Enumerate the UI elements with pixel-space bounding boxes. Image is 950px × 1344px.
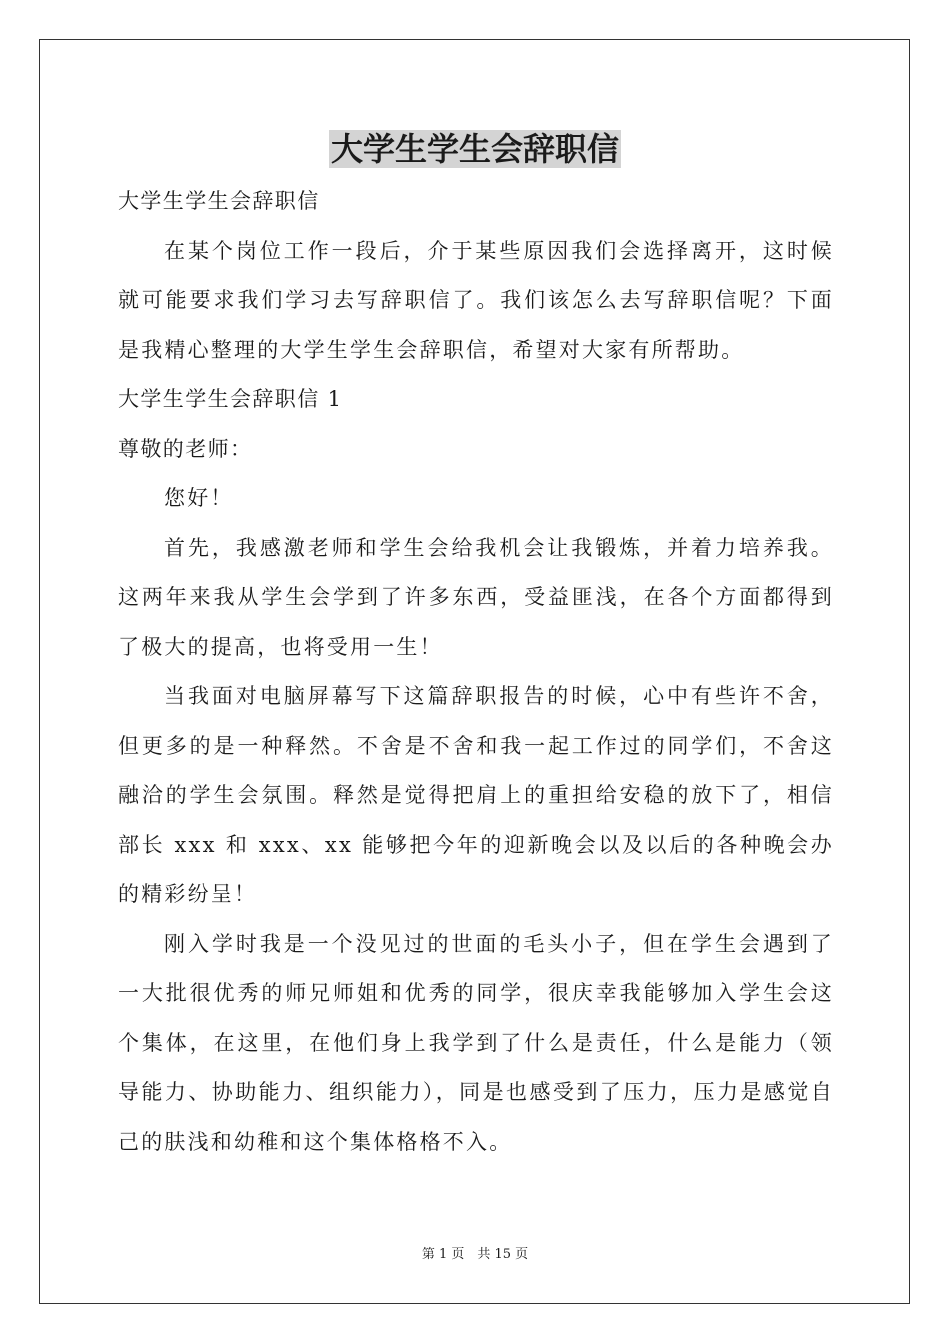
body-paragraph-2: 当我面对电脑屏幕写下这篇辞职报告的时候，心中有些许不舍，但更多的是一种释然。不舍是不舍和我一起工作过的同学们，不舍这融洽的学生会氛围。释然是觉得把肩上的重担给安稳的放下了，相信部长 xxx 和 xxx、xx 能够把今年的迎新晚会以及以后的各种晚会办的精彩纷呈！ (118, 684, 834, 906)
intro-paragraph: 在某个岗位工作一段后，介于某些原因我们会选择离开，这时候就可能要求我们学习去写辞职信了。我们该怎么去写辞职信呢？下面是我精心整理的大学生学生会辞职信，希望对大家有所帮助。 (118, 238, 834, 362)
document-title-text: 大学生学生会辞职信 (330, 130, 619, 168)
page-footer: 第 1 页 共 15 页 (421, 1247, 529, 1262)
document-title (0, 127, 950, 171)
greeting: 您好！ (164, 486, 234, 510)
salutation: 尊敬的老师： (118, 436, 253, 461)
body-paragraph-3: 刚入学时我是一个没见过的世面的毛头小子，但在学生会遇到了一大批很优秀的师兄师姐和优秀的同学，很庆幸我能够加入学生会这个集体，在这里，在他们身上我学到了什么是责任，什么是能力（领导能力、协助能力、组织能力），同是也感受到了压力，压力是感觉自己的肤浅和幼稚和这个集体格格不入。 (118, 931, 834, 1154)
subtitle: 大学生学生会辞职信 (118, 189, 320, 213)
section-heading: 大学生学生会辞职信 1 (118, 387, 343, 411)
document-body (118, 177, 834, 1167)
body-paragraph-1: 首先，我感激老师和学生会给我机会让我锻炼，并着力培养我。这两年来我从学生会学到了许多东西，受益匪浅，在各个方面都得到了极大的提高，也将受用一生！ (118, 535, 834, 659)
